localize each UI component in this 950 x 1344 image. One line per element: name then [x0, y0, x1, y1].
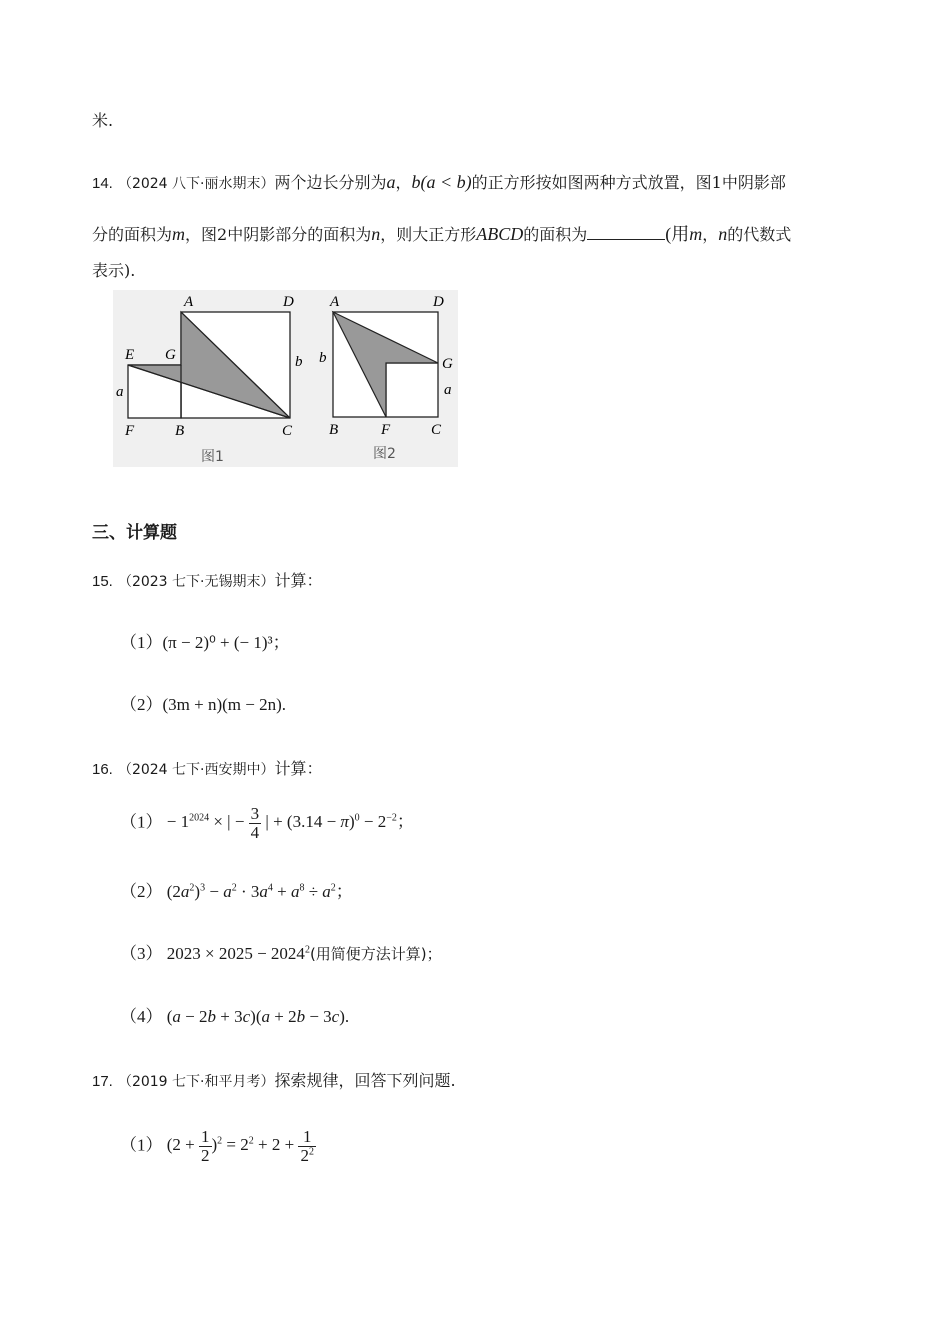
- item-label: （1）: [120, 812, 163, 832]
- question-number: 15.: [92, 573, 113, 590]
- item-label: （2）: [120, 695, 163, 714]
- question-source: （2019 七下·和平月考）: [117, 1074, 275, 1090]
- punctuation: ，: [702, 225, 719, 244]
- label-g-vertex: G: [165, 347, 176, 363]
- question-17-item-1: [120, 1128, 316, 1165]
- question-16-item-1: [120, 805, 414, 842]
- question-text: 计算：: [274, 759, 323, 778]
- question-14-figure: [113, 290, 458, 467]
- question-text: 计算：: [274, 571, 323, 590]
- square-diagram: [113, 290, 458, 467]
- question-text: 探索规律，回答下列问题.: [274, 1071, 456, 1090]
- question-14-line-1: [92, 170, 786, 193]
- question-text: ，图2中阴影部分的面积为: [185, 225, 372, 244]
- item-expression: (2 + $\frac{1}{2}$ )$^2 = 2^2 + 2$ + $\frac{1}{2^2}$: [166, 1127, 314, 1165]
- label-d-vertex: D: [283, 294, 294, 310]
- item-expression: − $1^{2024}$ × | − $\frac{3}{4}$ | + $(3.14 - \pi)^0 - 2^{-2}$；: [166, 804, 414, 842]
- item-label: （1）: [120, 1135, 163, 1155]
- question-number: 16.: [92, 761, 113, 778]
- section-heading: 三、计算题: [92, 523, 177, 543]
- item-label: （4）: [120, 1007, 163, 1026]
- question-17-line: [92, 1068, 456, 1091]
- item-note: (用简便方法计算)；: [309, 945, 442, 963]
- item-expression: $(2a^2)^3 - a^2 \cdot 3a^4 + a^8 \div a^2$；: [166, 882, 353, 901]
- label-a-vertex: A: [184, 294, 194, 310]
- variable-a: a: [386, 172, 396, 192]
- question-15-item-1: [120, 628, 290, 653]
- label-side-b: b: [295, 354, 303, 370]
- question-14-line-2: [92, 220, 791, 246]
- question-15-item-2: [120, 690, 286, 715]
- question-text: 的正方形按如图两种方式放置，图1中阴影部: [471, 173, 786, 192]
- label-c-vertex: C: [282, 423, 293, 439]
- label-a-vertex: A: [330, 294, 340, 310]
- punctuation: ，: [395, 173, 412, 192]
- variable-n: n: [371, 224, 381, 244]
- question-text: 分的面积为: [92, 225, 173, 244]
- question-text: 两个边长分别为: [274, 173, 387, 192]
- item-expression: (3m + n)(m − 2n).: [162, 695, 287, 714]
- question-14-line-3: 表示).: [92, 261, 136, 280]
- label-c-vertex: C: [431, 422, 442, 438]
- label-side-a: a: [444, 382, 452, 398]
- label-side-b: b: [319, 350, 327, 366]
- label-d-vertex: D: [433, 294, 444, 310]
- figure-1-caption: 图1: [201, 449, 224, 465]
- item-label: （3）: [120, 944, 163, 963]
- label-f-vertex: F: [125, 423, 135, 439]
- question-source: （2024 八下·丽水期末）: [117, 176, 275, 192]
- item-expression: (a − 2b + 3c)(a + 2b − 3c).: [166, 1007, 350, 1026]
- label-f-vertex: F: [381, 422, 391, 438]
- question-text: ，则大正方形: [380, 225, 477, 244]
- question-text: (用: [665, 224, 690, 244]
- question-number: 17.: [92, 1073, 113, 1090]
- question-number: 14.: [92, 175, 113, 192]
- label-b-vertex: B: [329, 422, 339, 438]
- label-g-vertex: G: [442, 356, 453, 372]
- question-source: （2023 七下·无锡期末）: [117, 574, 275, 590]
- figure-1: [116, 294, 303, 465]
- item-expression: (π − 2)⁰ + (− 1)³；: [162, 633, 290, 652]
- question-source: （2024 七下·西安期中）: [117, 762, 275, 778]
- item-label: （2）: [120, 882, 163, 901]
- figure-2: [319, 294, 453, 462]
- question-16-item-4: [120, 1002, 349, 1027]
- variable-b: b: [411, 172, 421, 192]
- variable-n: n: [718, 224, 728, 244]
- label-e-vertex: E: [125, 347, 135, 363]
- question-text: 的代数式: [727, 225, 792, 244]
- previous-question-fragment: 米.: [92, 111, 114, 130]
- variable-m: m: [689, 224, 703, 244]
- question-15-line: [92, 568, 323, 591]
- question-16-line: [92, 756, 323, 779]
- item-expression: $2023 \times 2025 - 2024^2$: [166, 944, 310, 963]
- item-label: （1）: [120, 633, 163, 652]
- answer-blank[interactable]: [587, 225, 665, 240]
- label-b-vertex: B: [175, 423, 185, 439]
- figure-2-caption: 图2: [373, 446, 396, 462]
- label-side-a: a: [116, 384, 124, 400]
- condition-a-less-b: (a < b): [420, 172, 472, 192]
- question-text: 的面积为: [523, 225, 588, 244]
- square-abcd: ABCD: [476, 224, 524, 244]
- variable-m: m: [172, 224, 186, 244]
- question-16-item-2: [120, 877, 353, 902]
- question-16-item-3: [120, 939, 442, 964]
